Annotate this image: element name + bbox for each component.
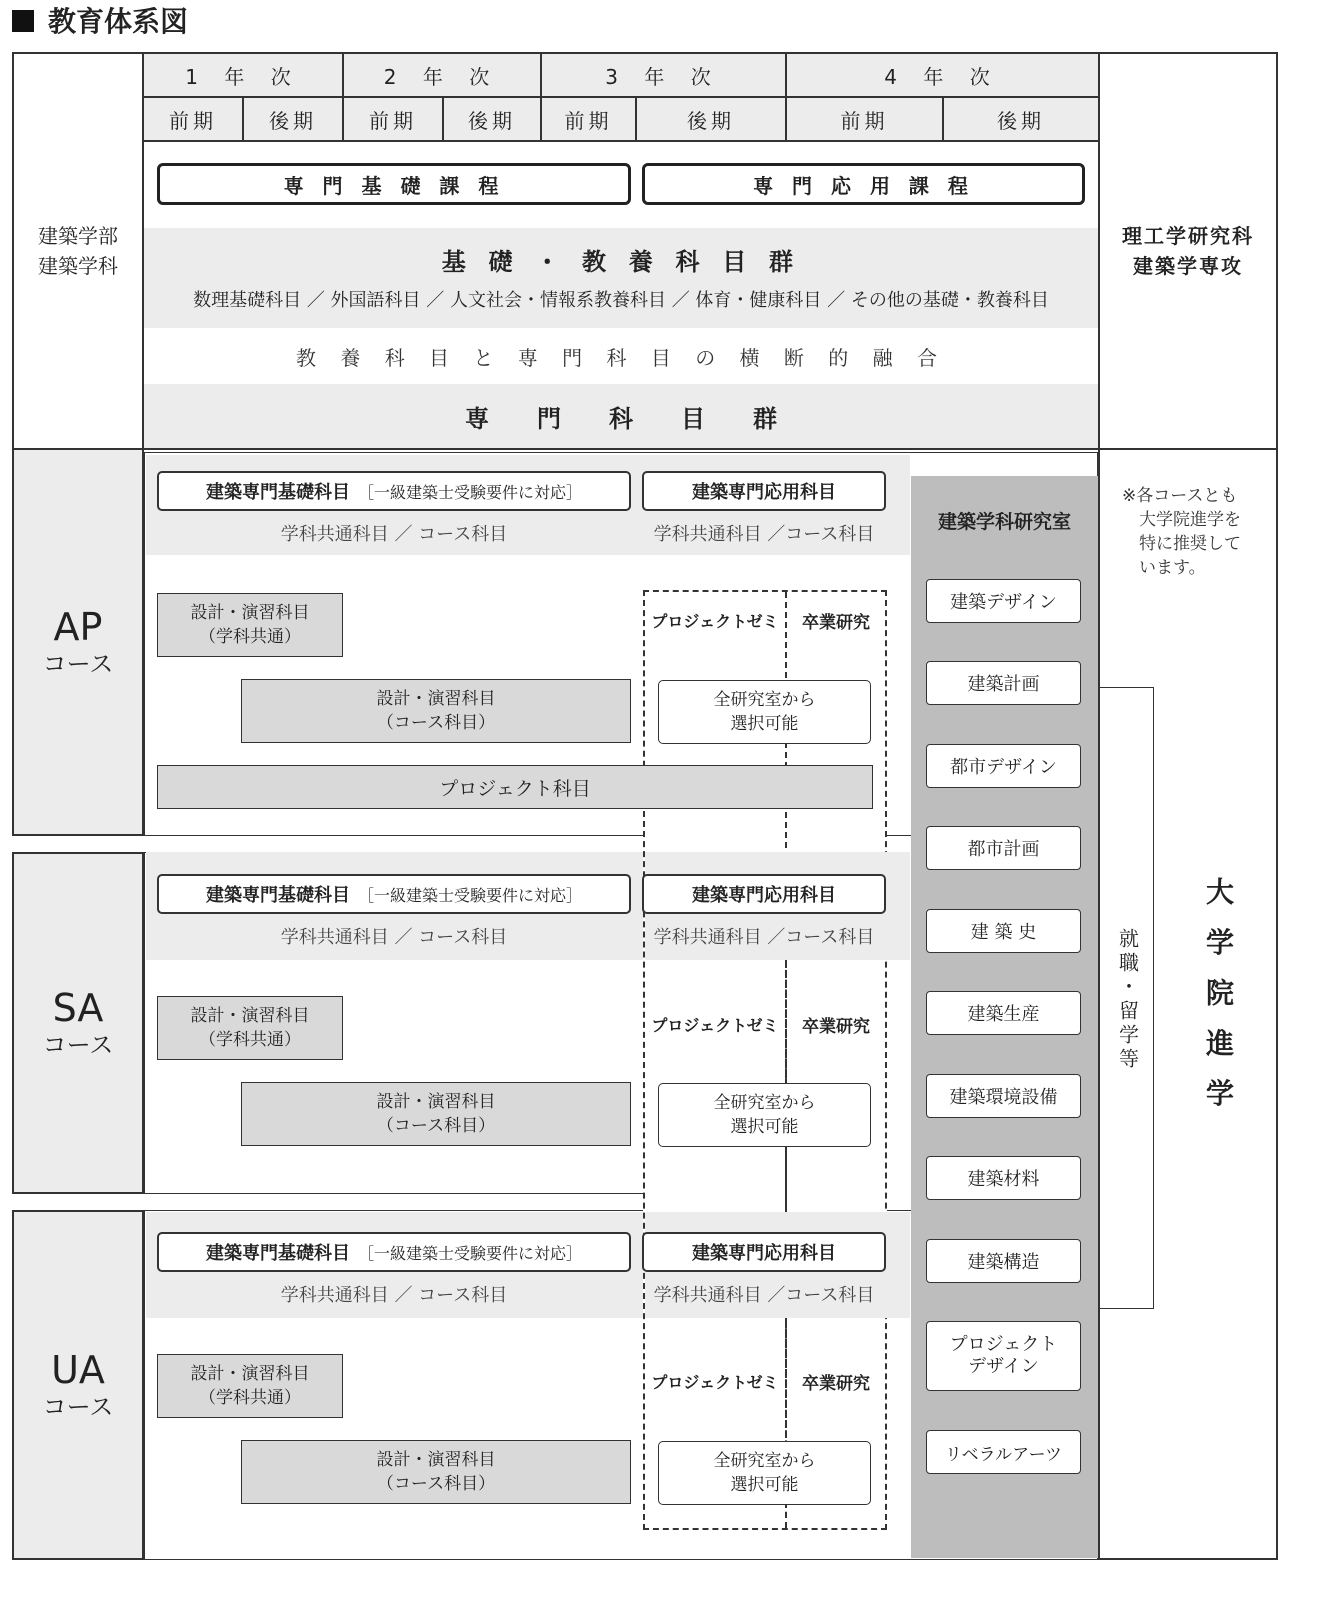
- ua-lab-select-line1: 全研究室から: [713, 1451, 816, 1471]
- year-3-label: 3 年 次: [605, 64, 721, 89]
- ua-lab-select: [658, 1441, 871, 1505]
- ap-common-left: 学科共通科目 ／ コース科目: [280, 524, 508, 545]
- lab-item: 建築環境設備: [926, 1074, 1081, 1118]
- sa-common-right: 学科共通科目 ／コース科目: [653, 927, 875, 948]
- sa-applied-box: 建築専門応用科目: [642, 874, 886, 914]
- sa-zemi: プロジェクトゼミ: [651, 1015, 779, 1035]
- ua-applied-box: 建築専門応用科目: [642, 1232, 886, 1272]
- page-title: 教育体系図: [48, 5, 189, 38]
- lab-item: 建築生産: [926, 991, 1081, 1035]
- ap-lab-select-line2: 選択可能: [730, 714, 799, 734]
- divider: [1276, 448, 1278, 1560]
- ua-basic-title: 建築専門基礎科目: [205, 1243, 350, 1264]
- faculty-line2: 建築学科: [38, 254, 118, 278]
- faculty-label: [14, 54, 142, 448]
- sa-design-course: [241, 1082, 631, 1146]
- fusion-text: 教 養 科 目 と 専 門 科 目 の 横 断 的 融 合: [295, 345, 946, 370]
- term-y2-first: 前期: [369, 108, 417, 133]
- term-y1-second: 後期: [269, 108, 317, 133]
- term-y2-second: 後期: [468, 108, 516, 133]
- lab-item: 建 築 史: [926, 909, 1081, 953]
- term-y4-first: 前期: [840, 108, 889, 133]
- term-y4-second: 後期: [997, 108, 1045, 133]
- ap-design-common: [157, 593, 343, 657]
- ua-design-course: [241, 1440, 631, 1504]
- ua-common-left: 学科共通科目 ／ コース科目: [280, 1285, 508, 1306]
- course-ua-label: [12, 1210, 144, 1560]
- ua-basic-note: ［一級建築士受験要件に対応］: [357, 1243, 582, 1263]
- ua-lab-select-line2: 選択可能: [730, 1475, 799, 1495]
- title-marker: [12, 10, 34, 32]
- ua-common-right: 学科共通科目 ／コース科目: [653, 1285, 875, 1306]
- career-label: 就職・留学等: [1115, 928, 1140, 1072]
- grad-school-label: [1100, 54, 1276, 448]
- sa-design-common-line2: （学科共通）: [199, 1030, 301, 1050]
- lab-item: 建築計画: [926, 661, 1081, 705]
- sa-design-common-line1: 設計・演習科目: [190, 1006, 310, 1026]
- ap-design-course-line1: 設計・演習科目: [376, 689, 496, 709]
- sa-basic-note: ［一級建築士受験要件に対応］: [357, 885, 582, 905]
- grad-line2: 建築学専攻: [1133, 254, 1243, 278]
- ua-design-common-line1: 設計・演習科目: [190, 1364, 310, 1384]
- ua-design-course-line2: （コース科目）: [376, 1474, 496, 1494]
- course-ap-label: [12, 448, 144, 836]
- ap-project: プロジェクト科目: [157, 765, 873, 809]
- sa-lab-select-line2: 選択可能: [730, 1117, 799, 1137]
- term-y3-second: 後期: [687, 108, 735, 133]
- grad-line1: 理工学研究科: [1122, 224, 1254, 248]
- course-ua-name: UA: [51, 1348, 105, 1392]
- sa-design-common: [157, 996, 343, 1060]
- ap-zemi: プロジェクトゼミ: [651, 611, 779, 631]
- sa-basic-box: [157, 874, 631, 914]
- ua-basic-box: [157, 1232, 631, 1272]
- sa-lab-select: [658, 1083, 871, 1147]
- sa-design-course-line1: 設計・演習科目: [376, 1092, 496, 1112]
- course-ua-suffix: コース: [42, 1393, 114, 1421]
- specialty-title: 専 門 科 目 群: [465, 404, 777, 433]
- ua-graduation: 卒業研究: [802, 1373, 870, 1394]
- ap-basic-box: [157, 471, 631, 511]
- lab-item: プロジェクト デザイン: [926, 1321, 1081, 1391]
- divider: [1098, 1558, 1278, 1560]
- ap-graduation: 卒業研究: [802, 612, 870, 633]
- ap-common-right: 学科共通科目 ／コース科目: [653, 524, 875, 545]
- sa-basic-title: 建築専門基礎科目: [205, 885, 350, 906]
- lab-item: リベラルアーツ: [926, 1430, 1081, 1474]
- program-applied: 専 門 応 用 課 程: [642, 163, 1085, 205]
- ap-design-course: [241, 679, 631, 743]
- ap-lab-select-line1: 全研究室から: [713, 690, 816, 710]
- program-basic: 専 門 基 礎 課 程: [157, 163, 631, 205]
- year-2-label: 2 年 次: [383, 64, 500, 89]
- general-subjects: 数理基礎科目 ／ 外国語科目 ／ 人文社会・情報系教養科目 ／ 体育・健康科目 ／ その他の基礎・教養科目: [193, 290, 1049, 311]
- ap-lab-select: [658, 680, 871, 744]
- ap-design-common-line2: （学科共通）: [199, 627, 301, 647]
- year-1-label: 1 年 次: [185, 64, 301, 89]
- course-ap-name: AP: [53, 605, 103, 649]
- lab-item: 建築構造: [926, 1239, 1081, 1283]
- faculty-line1: 建築学部: [38, 224, 118, 248]
- general-title: 基 礎 ・ 教 養 科 目 群: [441, 247, 801, 276]
- lab-item: 建築デザイン: [926, 579, 1081, 623]
- divider: [144, 140, 1098, 142]
- course-sa-suffix: コース: [42, 1031, 114, 1059]
- year-4-label: 4 年 次: [884, 64, 1000, 89]
- recommend-note: ※各コースとも 大学院進学を 特に推奨して います。: [1122, 486, 1241, 578]
- ua-design-common: [157, 1354, 343, 1418]
- lab-item: 都市計画: [926, 826, 1081, 870]
- course-sa-label: [12, 852, 144, 1194]
- sa-graduation: 卒業研究: [802, 1016, 870, 1037]
- sa-design-course-line2: （コース科目）: [376, 1116, 496, 1136]
- course-ap-suffix: コース: [42, 650, 114, 678]
- grad-advance-label: 大学院進学: [1202, 877, 1235, 1129]
- sa-lab-select-line1: 全研究室から: [713, 1093, 816, 1113]
- ap-applied-box: 建築専門応用科目: [642, 471, 886, 511]
- ua-design-course-line1: 設計・演習科目: [376, 1450, 496, 1470]
- sa-common-left: 学科共通科目 ／ コース科目: [280, 927, 508, 948]
- ap-basic-title: 建築専門基礎科目: [205, 482, 350, 503]
- term-y3-first: 前期: [564, 108, 613, 133]
- term-y1-first: 前期: [169, 108, 217, 133]
- ua-zemi: プロジェクトゼミ: [651, 1372, 779, 1392]
- ap-design-common-line1: 設計・演習科目: [190, 603, 310, 623]
- ua-design-common-line2: （学科共通）: [199, 1388, 301, 1408]
- course-sa-name: SA: [52, 986, 104, 1030]
- lab-title: 建築学科研究室: [937, 510, 1071, 533]
- lab-item: 都市デザイン: [926, 744, 1081, 788]
- lab-item: 建築材料: [926, 1156, 1081, 1200]
- ap-basic-note: ［一級建築士受験要件に対応］: [357, 482, 582, 502]
- ap-design-course-line2: （コース科目）: [376, 713, 496, 733]
